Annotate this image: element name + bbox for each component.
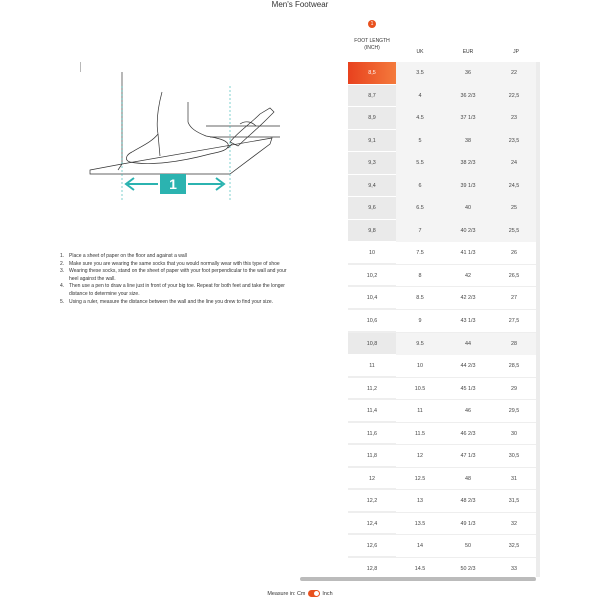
cell-eur: 49 1/3 [460,520,476,527]
vertical-scrollbar[interactable] [536,62,540,577]
column-header-uk: UK [416,49,424,55]
cell-jp: 24 [511,160,517,167]
cell-jp: 22 [511,70,517,76]
cell-uk: 14.5 [414,566,426,573]
column-header-eur: EUR [462,49,474,55]
cell-eur: 46 [465,408,471,415]
cell-foot: 11,6 [348,423,396,445]
cell-uk: 9.5 [416,340,424,347]
cell-foot: 12,8 [348,558,396,580]
cell-jp: 30,5 [508,453,520,460]
table-row[interactable] [348,265,536,288]
cell-jp: 24,5 [508,182,520,189]
column-header-foot-length: FOOT LENGTH (INCH) [354,38,390,51]
cell-eur: 36 2/3 [460,92,476,99]
table-row[interactable] [348,445,536,468]
table-row[interactable] [348,175,536,198]
cell-jp: 31,5 [508,498,520,505]
cell-jp: 26,5 [508,272,520,279]
cell-uk: 6.5 [416,205,424,212]
table-row[interactable] [348,197,536,220]
cell-jp: 31 [511,475,517,482]
cell-eur: 46 2/3 [460,430,476,437]
table-row[interactable] [348,130,536,153]
cell-jp: 22,5 [508,92,520,99]
cell-eur: 38 2/3 [460,160,476,167]
cell-foot: 9,6 [348,197,396,220]
cell-uk: 12.5 [414,475,426,482]
cell-foot: 11 [348,355,396,377]
cell-jp: 28,5 [508,363,520,370]
table-row[interactable] [348,310,536,333]
cell-foot: 9,3 [348,152,396,175]
cell-eur: 40 [465,205,471,212]
cell-eur: 39 1/3 [460,182,476,189]
cell-foot: 11,8 [348,445,396,467]
instruction-item: 1. Place a sheet of paper on the floor and against a wall [60,253,187,259]
cell-jp: 23,5 [508,137,520,144]
cell-uk: 11 [417,408,423,415]
cell-eur: 50 [465,543,471,550]
cell-jp: 27 [511,295,517,302]
table-row[interactable] [348,468,536,491]
cell-jp: 30 [511,430,517,437]
cell-foot: 10 [348,242,396,264]
cell-foot: 8,5 [348,62,396,85]
cell-eur: 45 1/3 [460,385,476,392]
cell-uk: 14 [417,543,423,550]
cell-jp: 25 [511,205,517,212]
cell-foot: 10,4 [348,287,396,309]
cell-eur: 48 [465,475,471,482]
measure-unit-selector [0,590,600,597]
cell-eur: 43 1/3 [460,318,476,325]
cell-foot: 9,1 [348,130,396,153]
cell-jp: 29,5 [508,408,520,415]
table-row[interactable] [348,400,536,423]
cell-eur: 42 [465,272,471,279]
cell-jp: 25,5 [508,227,520,234]
cell-foot: 10,2 [348,265,396,287]
cell-foot: 9,8 [348,220,396,243]
cell-jp: 33 [511,566,517,573]
cell-eur: 41 1/3 [460,250,476,257]
table-row[interactable] [348,152,536,175]
cell-uk: 5 [418,137,422,144]
cell-uk: 3.5 [416,70,424,76]
cell-jp: 32,5 [508,543,520,550]
table-row[interactable] [348,535,536,558]
unit-option-inch[interactable]: Inch [322,590,333,597]
toggle-knob [314,591,319,596]
cell-eur: 36 [465,70,471,76]
cell-uk: 7 [418,227,422,234]
cell-eur: 50 2/3 [460,566,476,573]
cell-eur: 37 1/3 [460,115,476,122]
cell-eur: 42 2/3 [460,295,476,302]
horizontal-scrollbar[interactable] [300,577,536,581]
cell-uk: 10 [417,363,423,370]
table-row[interactable] [348,513,536,536]
instruction-item: 4. Then use a pen to draw a line just in front of your big toe. Repeat for both feet and take the longer distance to determine your size. [60,283,285,297]
cell-uk: 4 [418,92,422,99]
table-row[interactable] [348,242,536,265]
cell-foot: 11,4 [348,400,396,422]
instruction-item: 5. Using a ruler, measure the distance between the wall and the line you drew to find your size. [60,298,274,305]
unit-option-cm[interactable]: Cm [297,590,306,597]
instruction-item: 2. Make sure you are wearing the same socks that you would normally wear with this type of shoe [60,260,280,267]
table-row[interactable] [348,107,536,130]
size-table [348,62,536,581]
table-row[interactable] [348,62,536,85]
table-row[interactable] [348,355,536,378]
instruction-item: 3. Wearing these socks, stand on the sheet of paper with your foot perpendicular to the wall and your heel against the wall. [60,268,287,282]
cell-eur: 48 2/3 [460,498,476,505]
cell-uk: 5.5 [416,160,424,167]
cell-foot: 11,2 [348,378,396,400]
cell-eur: 44 [465,340,471,347]
measure-label: Measure in: [267,590,296,597]
column-header-jp: JP [513,49,519,55]
cell-uk: 9 [418,318,422,325]
cell-eur: 40 2/3 [460,227,476,234]
cell-jp: 27,5 [508,318,520,325]
page-title: Men's Footwear [271,0,329,9]
table-row[interactable] [348,220,536,243]
step-badge: 1 [368,20,376,28]
table-row[interactable] [348,287,536,310]
cell-uk: 8 [418,272,422,279]
cell-foot: 8,7 [348,85,396,108]
cell-uk: 6 [418,182,422,189]
table-row[interactable] [348,378,536,401]
cell-uk: 11.5 [414,430,426,437]
cell-foot: 12 [348,468,396,490]
cell-jp: 28 [511,340,517,347]
cell-foot: 12,4 [348,513,396,535]
cell-uk: 4.5 [416,115,424,122]
illustration-step-label: 1 [169,176,177,192]
foot-measure-illustration [80,62,300,222]
cell-uk: 12 [417,453,423,460]
cell-eur: 44 2/3 [460,363,476,370]
cell-foot: 12,6 [348,535,396,557]
cell-uk: 13 [417,498,423,505]
cell-eur: 38 [465,137,471,144]
unit-toggle[interactable] [308,590,320,597]
cell-foot: 10,6 [348,310,396,332]
cell-eur: 47 1/3 [460,453,476,460]
cell-jp: 23 [511,115,517,122]
cell-uk: 13.5 [414,520,426,527]
table-row[interactable] [348,490,536,513]
cell-foot: 8,9 [348,107,396,130]
cell-foot: 9,4 [348,175,396,198]
table-row[interactable] [348,333,536,356]
cell-uk: 10.5 [414,385,426,392]
measurement-instructions [60,253,290,306]
cell-jp: 26 [511,250,517,257]
cell-foot: 10,8 [348,333,396,356]
cell-uk: 7.5 [416,250,424,257]
cell-foot: 12,2 [348,490,396,512]
cell-uk: 8.5 [416,295,424,302]
cell-jp: 32 [511,520,517,527]
table-row[interactable] [348,423,536,446]
cell-jp: 29 [511,385,517,392]
table-row[interactable] [348,85,536,108]
